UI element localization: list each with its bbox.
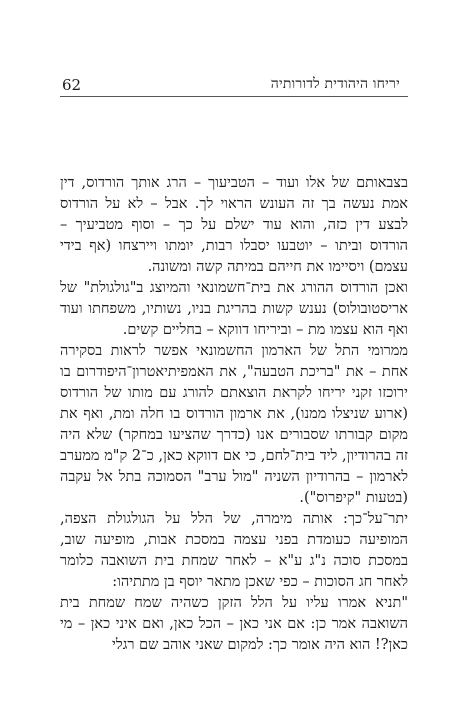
running-title: יריחו היהודית לדורותיה <box>270 76 400 92</box>
body-text <box>60 173 408 656</box>
paragraph: ממרומי התל של הארמון החשמונאי אפשר לראות בסקירה אחת – את "בריכת הטבעה", את האמפיתיאטרון־היפודרום בו ירוכזו זקני יריחו לקראת הוצאתם להורג עם מותו של הורדוס (ארוע שניצלו ממנו), את ארמון הורדוס בו חלה ומת, ואף את מקום קבורתו שסבורים אנו (כדרך שהציעו במחקר) שלא היה זה בהרודיון, ליד בית־לחם, כי אם דווקא כאן, כ־2 ק"מ ממערב לארמון – בהרודיון השניה "מול ערב" הסמוכה בתל אל עקבה (בטעות "קיפרוס"). <box>60 343 409 506</box>
paragraph: ואכן הורדוס ההורג את בית־חשמונאי והמיוצג ב"גולגולת" של אריסטובולוס) נענש קשות בהריגת בניו, נשותיו, משפחתו ועוד ואף הוא עצמו מת – וביריחו דווקא – בחליים קשים. <box>60 280 408 338</box>
page-number: 62 <box>62 76 82 94</box>
paragraph: בצבאותם של אלו ועוד – הטביעוך – הרג אותך הורדוס, דין אמת נעשה בך זה העונש הראוי לך. אבל – לא על הורדוס לבצע דין כזה, והוא עוד ישלם על כך – וסוף מטביעיך – הורדוס וביתו – יוטבעו יסבלו רבות, יומתו ויירצחו (אף בידי עצמם) ויסיימו את חייהם במיתה קשה ומשונה. <box>60 175 408 275</box>
paragraph: יתר־על־כך: אותה מימרה, של הלל על הגולגולת הצפה, המופיעה כעומדת בפני עצמה במסכת אבות, מופיעה שוב, במסכת סוכה נ"ג ע"א – לאחר שמחת בית השואבה כלומר לאחר חג הסוכות – כפי שאכן מתאר יוסף בן מתתיהו: <box>60 511 408 590</box>
paragraph: "תניא אמרו עליו על הלל הזקן כשהיה שמח שמחת בית השואבה אמר כן: אם אני כאן – הכל כאן, ואם איני כאן – מי כאן?! הוא היה אומר כך: למקום שאני אוהב שם רגלי <box>60 595 408 653</box>
running-header <box>60 70 408 97</box>
